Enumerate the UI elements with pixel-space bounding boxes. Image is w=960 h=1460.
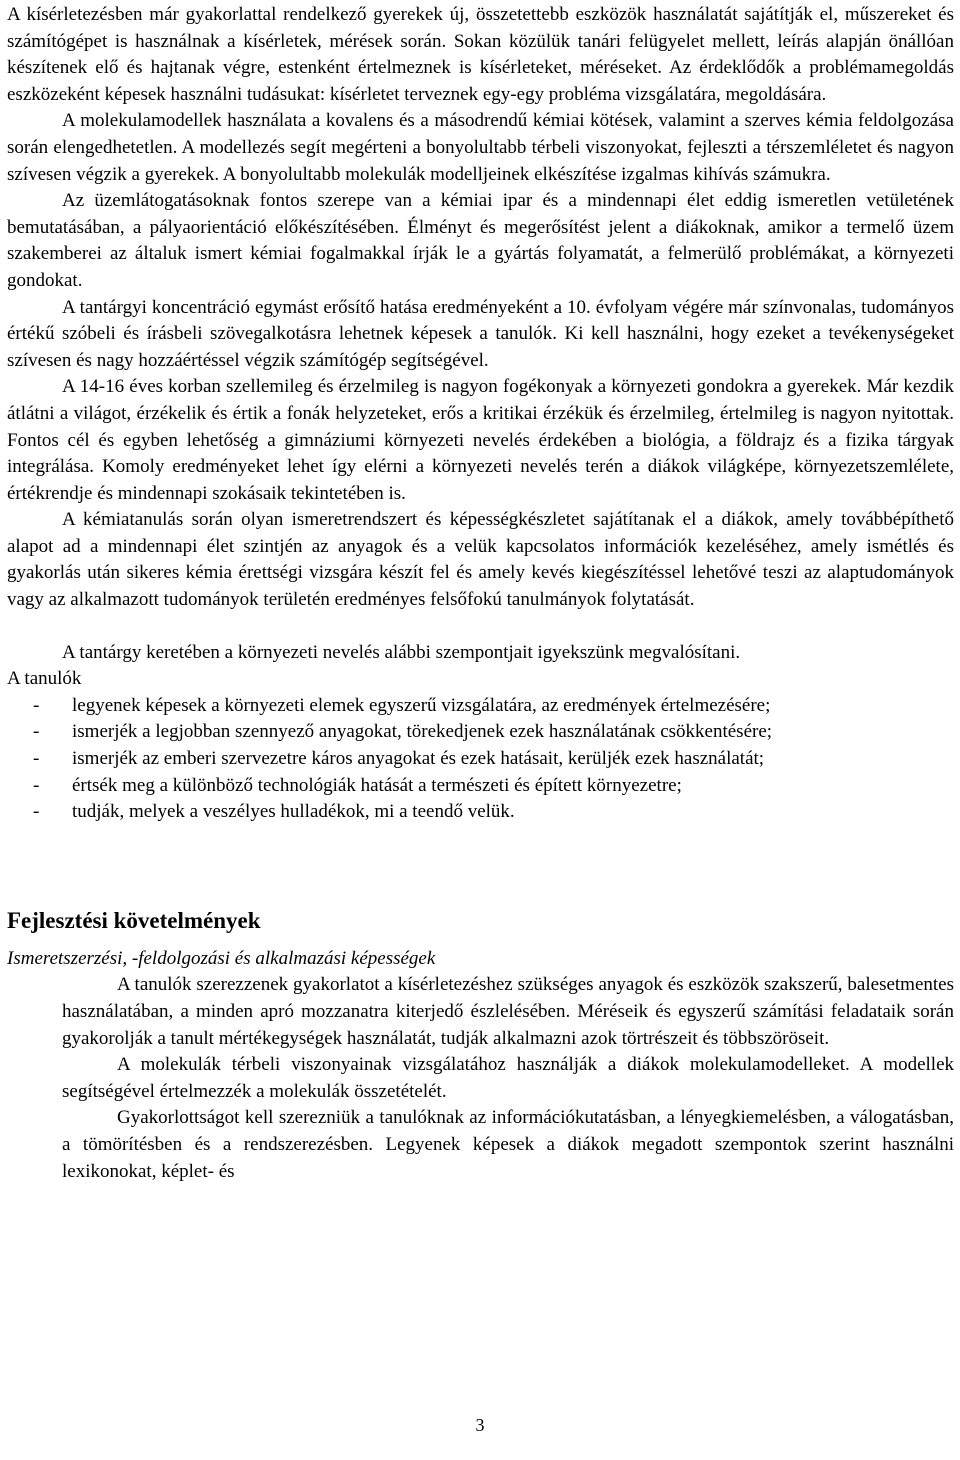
paragraph-molecule-models: A molekulamodellek használata a kovalens és a másodrendű kémiai kötések, valamint a szerves kémia feldolgozása során elengedhetetlen. A modellezés segít megérteni a bonyolultabb térbeli viszonyokat, fejleszti a térszemléletet és nagyon szívesen végzik a gyerekek. A bonyolultabb molekulák modelljeinek elkészítése izgalmas kihívás számukra. [7,110,954,185]
section-heading: Fejlesztési követelmények [7,907,261,933]
page-number: 3 [475,1415,485,1435]
paragraph-chemistry-learning: A kémiatanulás során olyan ismeretrendszert és képességkészletet sajátítanak el a diákok, amely továbbépíthető alapot ad a mindennapi élet szintjén az anyagok és a velük kapcsolatos információk kezeléséhez, amely ismétlés és gyakorlás után sikeres kémia érettségi vizsgára készít fel és amely kevés kiegészítéssel lehetővé teszi az alaptudományok vagy az alkalmazott tudományok területén eredményes felsőfokú tanulmányok folytatását. [7,509,954,611]
dash-bullet: - [33,721,40,743]
paragraph-information-skills: Gyakorlottságot kell szerezniük a tanulóknak az információkutatásban, a lényegkiemelésben, a válogatásban, a tömörítésben és a rendszerezésben. Legyenek képesek a diákok megadott szempontok szerint használni lexikonokat, képlet- és [62,1107,954,1182]
list-item-text: tudják, melyek a veszélyes hulladékok, mi a teendő velük. [72,801,515,823]
spacer [7,826,954,906]
paragraph-subject-concentration: A tantárgyi koncentráció egymást erősítő hatása eredményeként a 10. évfolyam végére már színvonalas, tudományos értékű szóbeli és írásbeli szövegalkotásra lehetnek képesek a tanulók. Ki kell használni, hogy ezeket a tevékenységeket szívesen és nagy hozzáértéssel végzik számítógép segítségével. [7,296,954,371]
list-item [7,773,954,800]
paragraph-env-intro: A tantárgy keretében a környezeti nevelés alábbi szempontjait igyekszünk megvalósítani. [62,641,741,663]
dash-bullet: - [33,801,40,823]
document-page [7,2,954,1185]
goals-list [7,693,954,826]
list-item-text: ismerjék az emberi szervezetre káros anyagokat és ezek hatásait, kerüljék ezek használatát; [72,748,765,770]
list-item [7,799,954,826]
dash-bullet: - [33,774,40,796]
list-item [7,746,954,773]
paragraph-lab-practice: A tanulók szerezzenek gyakorlatot a kísérletezéshez szükséges anyagok és eszközök szakszerű, balesetmentes használatában, a minden apró mozzanatra kiterjedő észlelésében. Méréseik és egyszerű számítási feladataik során gyakorolják a tanult mértékegységek használatát, tudják alkalmazni azok törtrészeit és többszöröseit. [62,974,954,1049]
list-item [7,719,954,746]
dash-bullet: - [33,694,40,716]
list-item [7,693,954,720]
list-item-text: legyenek képesek a környezeti elemek egyszerű vizsgálatára, az eredmények értelmezésére; [72,694,771,716]
paragraph-environmental-age: A 14-16 éves korban szellemileg és érzelmileg is nagyon fogékonyak a környezeti gondokra a gyerekek. Már kezdik átlátni a világot, érzékelik és értik a fonák helyzeteket, erős a kritikai érzékük és érzelmileg, értelmileg is nagyon nyitottak. Fontos cél és egyben lehetőség a gimnáziumi környezeti nevelés érdekében a biológia, a földrajz és a fizika tárgyak integrálása. Komoly eredményeket lehet így elérni a környezeti nevelés terén a diákok világképe, környezetszemlélete, értékrendje és mindennapi szokásaik tekintetében is. [7,376,954,504]
dash-bullet: - [33,748,40,770]
paragraph-factory-visits: Az üzemlátogatásoknak fontos szerepe van a kémiai ipar és a mindennapi élet eddig ismeretlen vetületének bemutatásában, a pályaorientáció előkészítésében. Élményt és megerősítést jelent a diákoknak, amikor a termelő üzem szakemberei az általuk ismert kémiai fogalmakkal írják le a gyártás folyamatát, a felmerülő problémákat, a környezeti gondokat. [7,190,954,291]
paragraph-experiments: A kísérletezésben már gyakorlattal rendelkező gyerekek új, összetettebb eszközök használatát sajátítják el, műszereket és számítógépet is használnak a kísérletek, mérések során. Sokan közülük tanári felügyelet mellett, leírás alapján önállóan készítenek elő és hajtanak végre, estenként értelmeznek is kísérleteket, méréseket. Az érdeklődők a problémamegoldás eszközeként képesek használni tudásukat: kísérletet terveznek egy-egy probléma vizsgálatára, megoldására. [7,4,954,105]
section-body [7,972,954,1185]
list-item-text: értsék meg a különböző technológiák hatását a természeti és épített környezetre; [72,774,682,796]
students-label: A tanulók [7,668,82,690]
spacer [7,614,954,640]
list-item-text: ismerjék a legjobban szennyező anyagokat, törekedjenek ezek használatának csökkentésére; [72,721,773,743]
paragraph-molecule-spatial: A molekulák térbeli viszonyainak vizsgálatához használják a diákok molekulamodelleket. A modellek segítségével értelmezzék a molekulák összetételét. [62,1054,954,1102]
subsection-heading: Ismeretszerzési, -feldolgozási és alkalmazási képességek [7,947,436,969]
